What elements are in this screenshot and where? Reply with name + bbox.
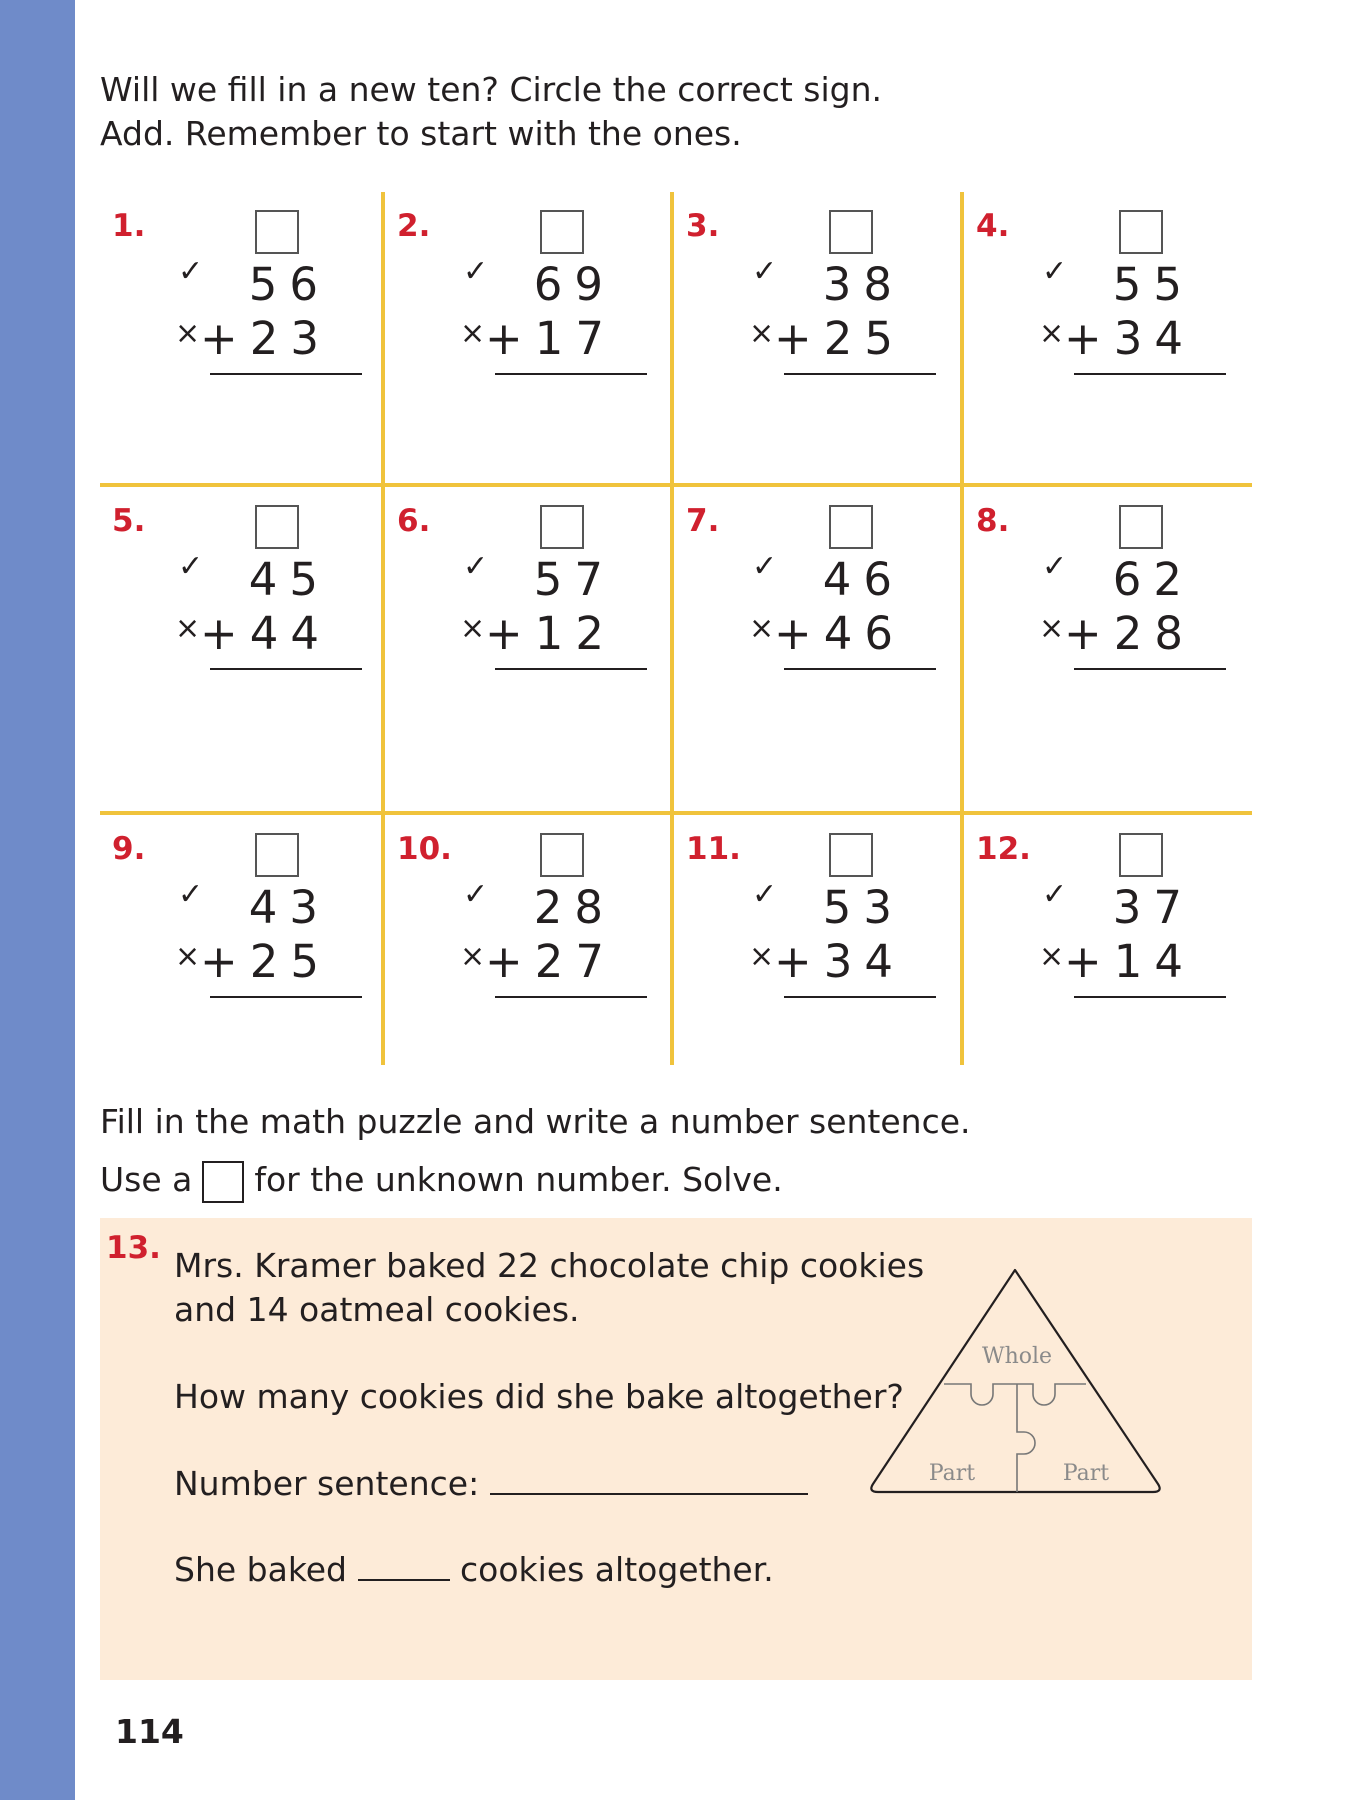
answer-tens-box[interactable] <box>255 505 299 549</box>
addend-top: 38 <box>822 258 904 311</box>
problem-number: 1. <box>112 208 146 244</box>
problem-number: 8. <box>976 503 1010 539</box>
problem-cell <box>385 815 675 1115</box>
addend-bottom: +25 <box>774 312 905 365</box>
problem-cell <box>964 815 1254 1115</box>
problem-cell <box>385 192 675 492</box>
addend-bottom: +34 <box>774 935 905 988</box>
triangle-part-right-label: Part <box>1062 1461 1110 1486</box>
addend-bottom: +46 <box>774 607 905 660</box>
addend-top: 46 <box>822 553 904 606</box>
answer-tens-box[interactable] <box>1119 505 1163 549</box>
sum-line <box>784 996 936 998</box>
sum-line <box>210 996 362 998</box>
problem-cell <box>100 815 390 1115</box>
addend-bottom: +28 <box>1064 607 1195 660</box>
problem-13-line-2: and 14 oatmeal cookies. <box>174 1290 580 1329</box>
answer-tens-box[interactable] <box>255 833 299 877</box>
sum-line <box>1074 668 1226 670</box>
problem-cell <box>674 487 964 787</box>
problem-number: 10. <box>397 831 452 867</box>
problem-number: 4. <box>976 208 1010 244</box>
addend-bottom: +34 <box>1064 312 1195 365</box>
sum-line <box>495 668 647 670</box>
instruction-line-2: Add. Remember to start with the ones. <box>100 114 742 153</box>
triangle-part-left-label: Part <box>928 1461 976 1486</box>
sum-line <box>210 668 362 670</box>
check-sign-option[interactable]: ✓ <box>463 877 489 912</box>
answer-tens-box[interactable] <box>829 505 873 549</box>
unknown-number-box <box>202 1161 244 1203</box>
cross-sign-option[interactable]: × <box>749 316 775 351</box>
check-sign-option[interactable]: ✓ <box>1042 549 1068 584</box>
sum-line <box>495 373 647 375</box>
problem-13-question: How many cookies did she bake altogether? <box>174 1377 904 1416</box>
answer-after: cookies altogether. <box>460 1550 774 1589</box>
answer-tens-box[interactable] <box>1119 210 1163 254</box>
check-sign-option[interactable]: ✓ <box>752 877 778 912</box>
addend-bottom: +17 <box>485 312 616 365</box>
problem-cell <box>674 815 964 1115</box>
problem-13-line-1: Mrs. Kramer baked 22 chocolate chip cookies <box>174 1246 925 1285</box>
addend-top: 55 <box>1112 258 1194 311</box>
problem-cell <box>964 192 1254 492</box>
cross-sign-option[interactable]: × <box>175 316 201 351</box>
addend-top: 43 <box>248 881 330 934</box>
cross-sign-option[interactable]: × <box>460 316 486 351</box>
problem-cell <box>100 192 390 492</box>
problem-number: 5. <box>112 503 146 539</box>
word-problem-panel <box>100 1218 1252 1680</box>
cross-sign-option[interactable]: × <box>460 611 486 646</box>
cross-sign-option[interactable]: × <box>1039 316 1065 351</box>
problem-cell <box>964 487 1254 787</box>
addend-bottom: +14 <box>1064 935 1195 988</box>
addend-bottom: +25 <box>200 935 331 988</box>
sum-line <box>1074 373 1226 375</box>
triangle-whole-label: Whole <box>981 1344 1053 1369</box>
problem-number: 7. <box>686 503 720 539</box>
addend-bottom: +23 <box>200 312 331 365</box>
number-sentence-row <box>174 1462 808 1506</box>
check-sign-option[interactable]: ✓ <box>1042 877 1068 912</box>
check-sign-option[interactable]: ✓ <box>1042 254 1068 289</box>
addend-top: 57 <box>533 553 615 606</box>
page-number: 114 <box>115 1712 184 1751</box>
problem-cell <box>100 487 390 787</box>
addend-bottom: +27 <box>485 935 616 988</box>
answer-tens-box[interactable] <box>829 210 873 254</box>
number-sentence-label: Number sentence: <box>174 1464 480 1503</box>
addend-bottom: +44 <box>200 607 331 660</box>
answer-tens-box[interactable] <box>255 210 299 254</box>
check-sign-option[interactable]: ✓ <box>178 877 204 912</box>
number-sentence-blank[interactable] <box>490 1493 808 1495</box>
answer-tens-box[interactable] <box>1119 833 1163 877</box>
answer-before: She baked <box>174 1550 348 1589</box>
cross-sign-option[interactable]: × <box>460 939 486 974</box>
check-sign-option[interactable]: ✓ <box>178 254 204 289</box>
instruction-line-1: Will we fill in a new ten? Circle the correct sign. <box>100 70 882 109</box>
addend-top: 37 <box>1112 881 1194 934</box>
check-sign-option[interactable]: ✓ <box>178 549 204 584</box>
sum-line <box>1074 996 1226 998</box>
addend-top: 62 <box>1112 553 1194 606</box>
problem-number: 11. <box>686 831 741 867</box>
sum-line <box>784 668 936 670</box>
sum-line <box>210 373 362 375</box>
answer-row <box>174 1548 774 1592</box>
cross-sign-option[interactable]: × <box>175 939 201 974</box>
check-sign-option[interactable]: ✓ <box>752 549 778 584</box>
puzzle-instruction-after: for the unknown number. Solve. <box>254 1160 783 1199</box>
sum-line <box>495 996 647 998</box>
check-sign-option[interactable]: ✓ <box>463 254 489 289</box>
answer-tens-box[interactable] <box>540 210 584 254</box>
problem-number: 12. <box>976 831 1031 867</box>
addend-top: 56 <box>248 258 330 311</box>
check-sign-option[interactable]: ✓ <box>463 549 489 584</box>
sum-line <box>784 373 936 375</box>
addend-top: 28 <box>533 881 615 934</box>
cross-sign-option[interactable]: × <box>1039 611 1065 646</box>
addend-top: 69 <box>533 258 615 311</box>
answer-tens-box[interactable] <box>540 833 584 877</box>
cross-sign-option[interactable]: × <box>1039 939 1065 974</box>
answer-tens-box[interactable] <box>540 505 584 549</box>
problem-13-number: 13. <box>106 1230 161 1266</box>
problem-number: 9. <box>112 831 146 867</box>
page-sidebar <box>0 0 75 1800</box>
math-puzzle-triangle <box>860 1262 1190 1542</box>
problem-cell <box>385 487 675 787</box>
problem-cell <box>674 192 964 492</box>
puzzle-instruction-line-2 <box>100 1158 783 1203</box>
answer-blank[interactable] <box>358 1579 450 1581</box>
cross-sign-option[interactable]: × <box>749 611 775 646</box>
addend-top: 53 <box>822 881 904 934</box>
problem-number: 2. <box>397 208 431 244</box>
cross-sign-option[interactable]: × <box>749 939 775 974</box>
answer-tens-box[interactable] <box>829 833 873 877</box>
cross-sign-option[interactable]: × <box>175 611 201 646</box>
addend-bottom: +12 <box>485 607 616 660</box>
problem-number: 6. <box>397 503 431 539</box>
puzzle-instruction-line-1: Fill in the math puzzle and write a number sentence. <box>100 1102 971 1141</box>
problem-number: 3. <box>686 208 720 244</box>
check-sign-option[interactable]: ✓ <box>752 254 778 289</box>
puzzle-instruction-before: Use a <box>100 1160 193 1199</box>
addend-top: 45 <box>248 553 330 606</box>
